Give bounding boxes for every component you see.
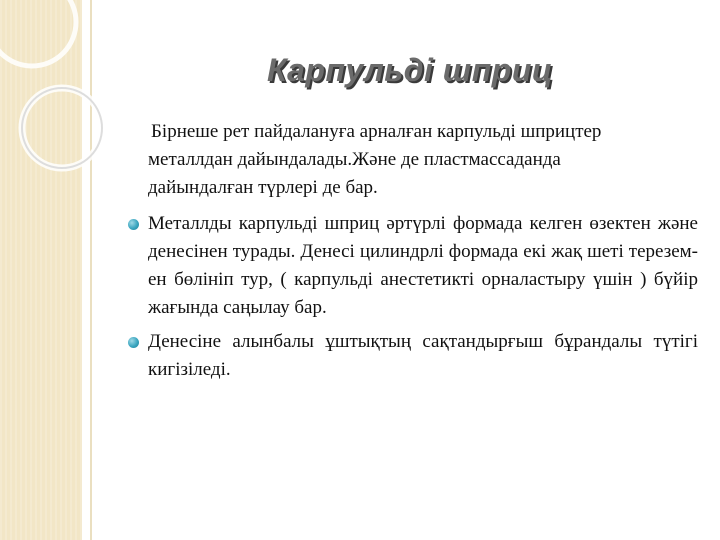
slide-body — [128, 118, 698, 390]
bullet-dot-icon — [128, 219, 139, 230]
slide-title: Карпульді шприц — [266, 52, 554, 88]
intro-paragraph: Бірнеше рет пайдалануға арналған карпульді шприцтер металлдан дайындалады.Және де пластмассаданда дайындалған түрлері де бар. — [148, 121, 602, 198]
bullet-text-1: Металлды карпульді шприц әртүрлі формада келген өзектен және денесінен турады. Денесі цилиндрлі формада екі жақ шеті тереземен бөлініп тур, ( карпульді анестетикті орналастыру үшін ) бүйір жағында саңылау бар. — [148, 213, 698, 318]
bullet-item-1 — [128, 210, 698, 322]
bullet-dot-icon — [128, 337, 139, 348]
decorative-circles — [0, 0, 130, 200]
bullet-item-2 — [128, 328, 698, 384]
bullet-text-2: Денесіне алынбалы ұштықтың сақтандырғыш бұрандалы түтігі кигізіледі. — [148, 331, 698, 380]
